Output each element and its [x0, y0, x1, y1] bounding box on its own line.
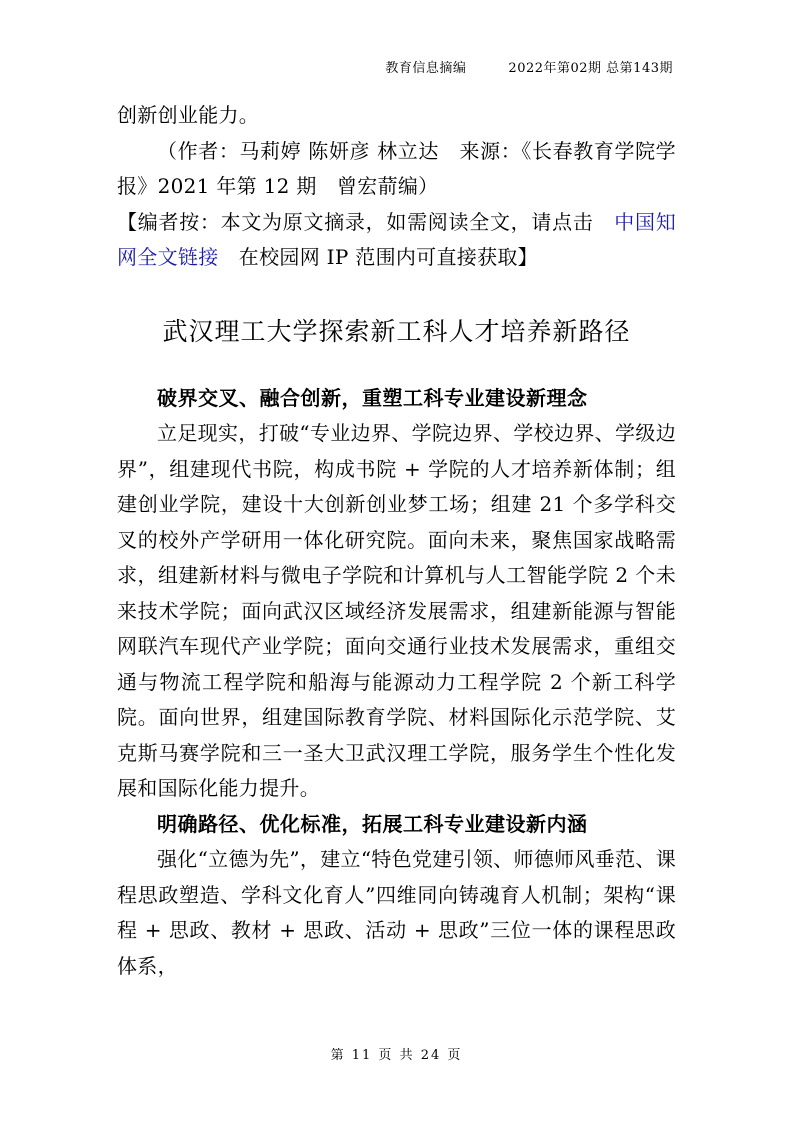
editor-note	[117, 205, 676, 276]
publication-name: 教育信息摘编	[385, 61, 467, 76]
page-header	[385, 57, 673, 76]
section-body: 立足现实，打破“专业边界、学院边界、学校边界、学级边界”，组建现代书院，构成书院 + 学院的人才培养新体制；组建创业学院，建设十大创新创业梦工场；组建 21 个多学科交叉的校外产学研用一体化研究院。面向未来，聚焦国家战略需求，组建新材料与微电子学院和计算机与人工智能学院 2 个未来技术学院；面向武汉区域经济发展需求，组建新能源与智能网联汽车现代产业学院；面向交通行业技术发展需求，重组交通与物流工程学院和船海与能源动力工程学院 2 个新工科学院。面向世界，组建国际教育学院、材料国际化示范学院、艾克斯马赛学院和三一圣大卫武汉理工学院，服务学生个性化发展和国际化能力提升。	[117, 421, 676, 800]
article-title: 武汉理工大学探索新工科人才培养新路径	[162, 316, 631, 346]
section-heading: 明确路径、优化标准，拓展工科专业建设新内涵	[157, 811, 588, 836]
continuation-text: 创新创业能力。	[117, 103, 260, 127]
header-rule	[116, 82, 677, 83]
editor-note-suffix: 在校园网 IP 范围内可直接获取】	[218, 245, 538, 269]
issue-info: 2022年第02期 总第143期	[508, 61, 673, 76]
editor-note-prefix: 【编者按：本文为原文摘录，如需阅读全文，请点击	[117, 209, 615, 234]
section-heading: 破界交叉、融合创新，重塑工科专业建设新理念	[157, 385, 588, 410]
attribution-text: （作者：马莉婷 陈妍彦 林立达 来源：《长春教育学院学报》2021 年第 12 期 曾宏葥编）	[117, 138, 676, 198]
page-content	[117, 98, 676, 984]
page-footer: 第 11 页 共 24 页	[330, 1048, 463, 1063]
section-body: 强化“立德为先”，建立“特色党建引领、师德师风垂范、课程思政塑造、学科文化育人”四维同向铸魂育人机制；架构“课程 + 思政、教材 + 思政、活动 + 思政”三位一体的课程思政体系，	[117, 847, 676, 978]
cnki-fulltext-link[interactable]: 中国知网全文链接	[117, 209, 677, 269]
